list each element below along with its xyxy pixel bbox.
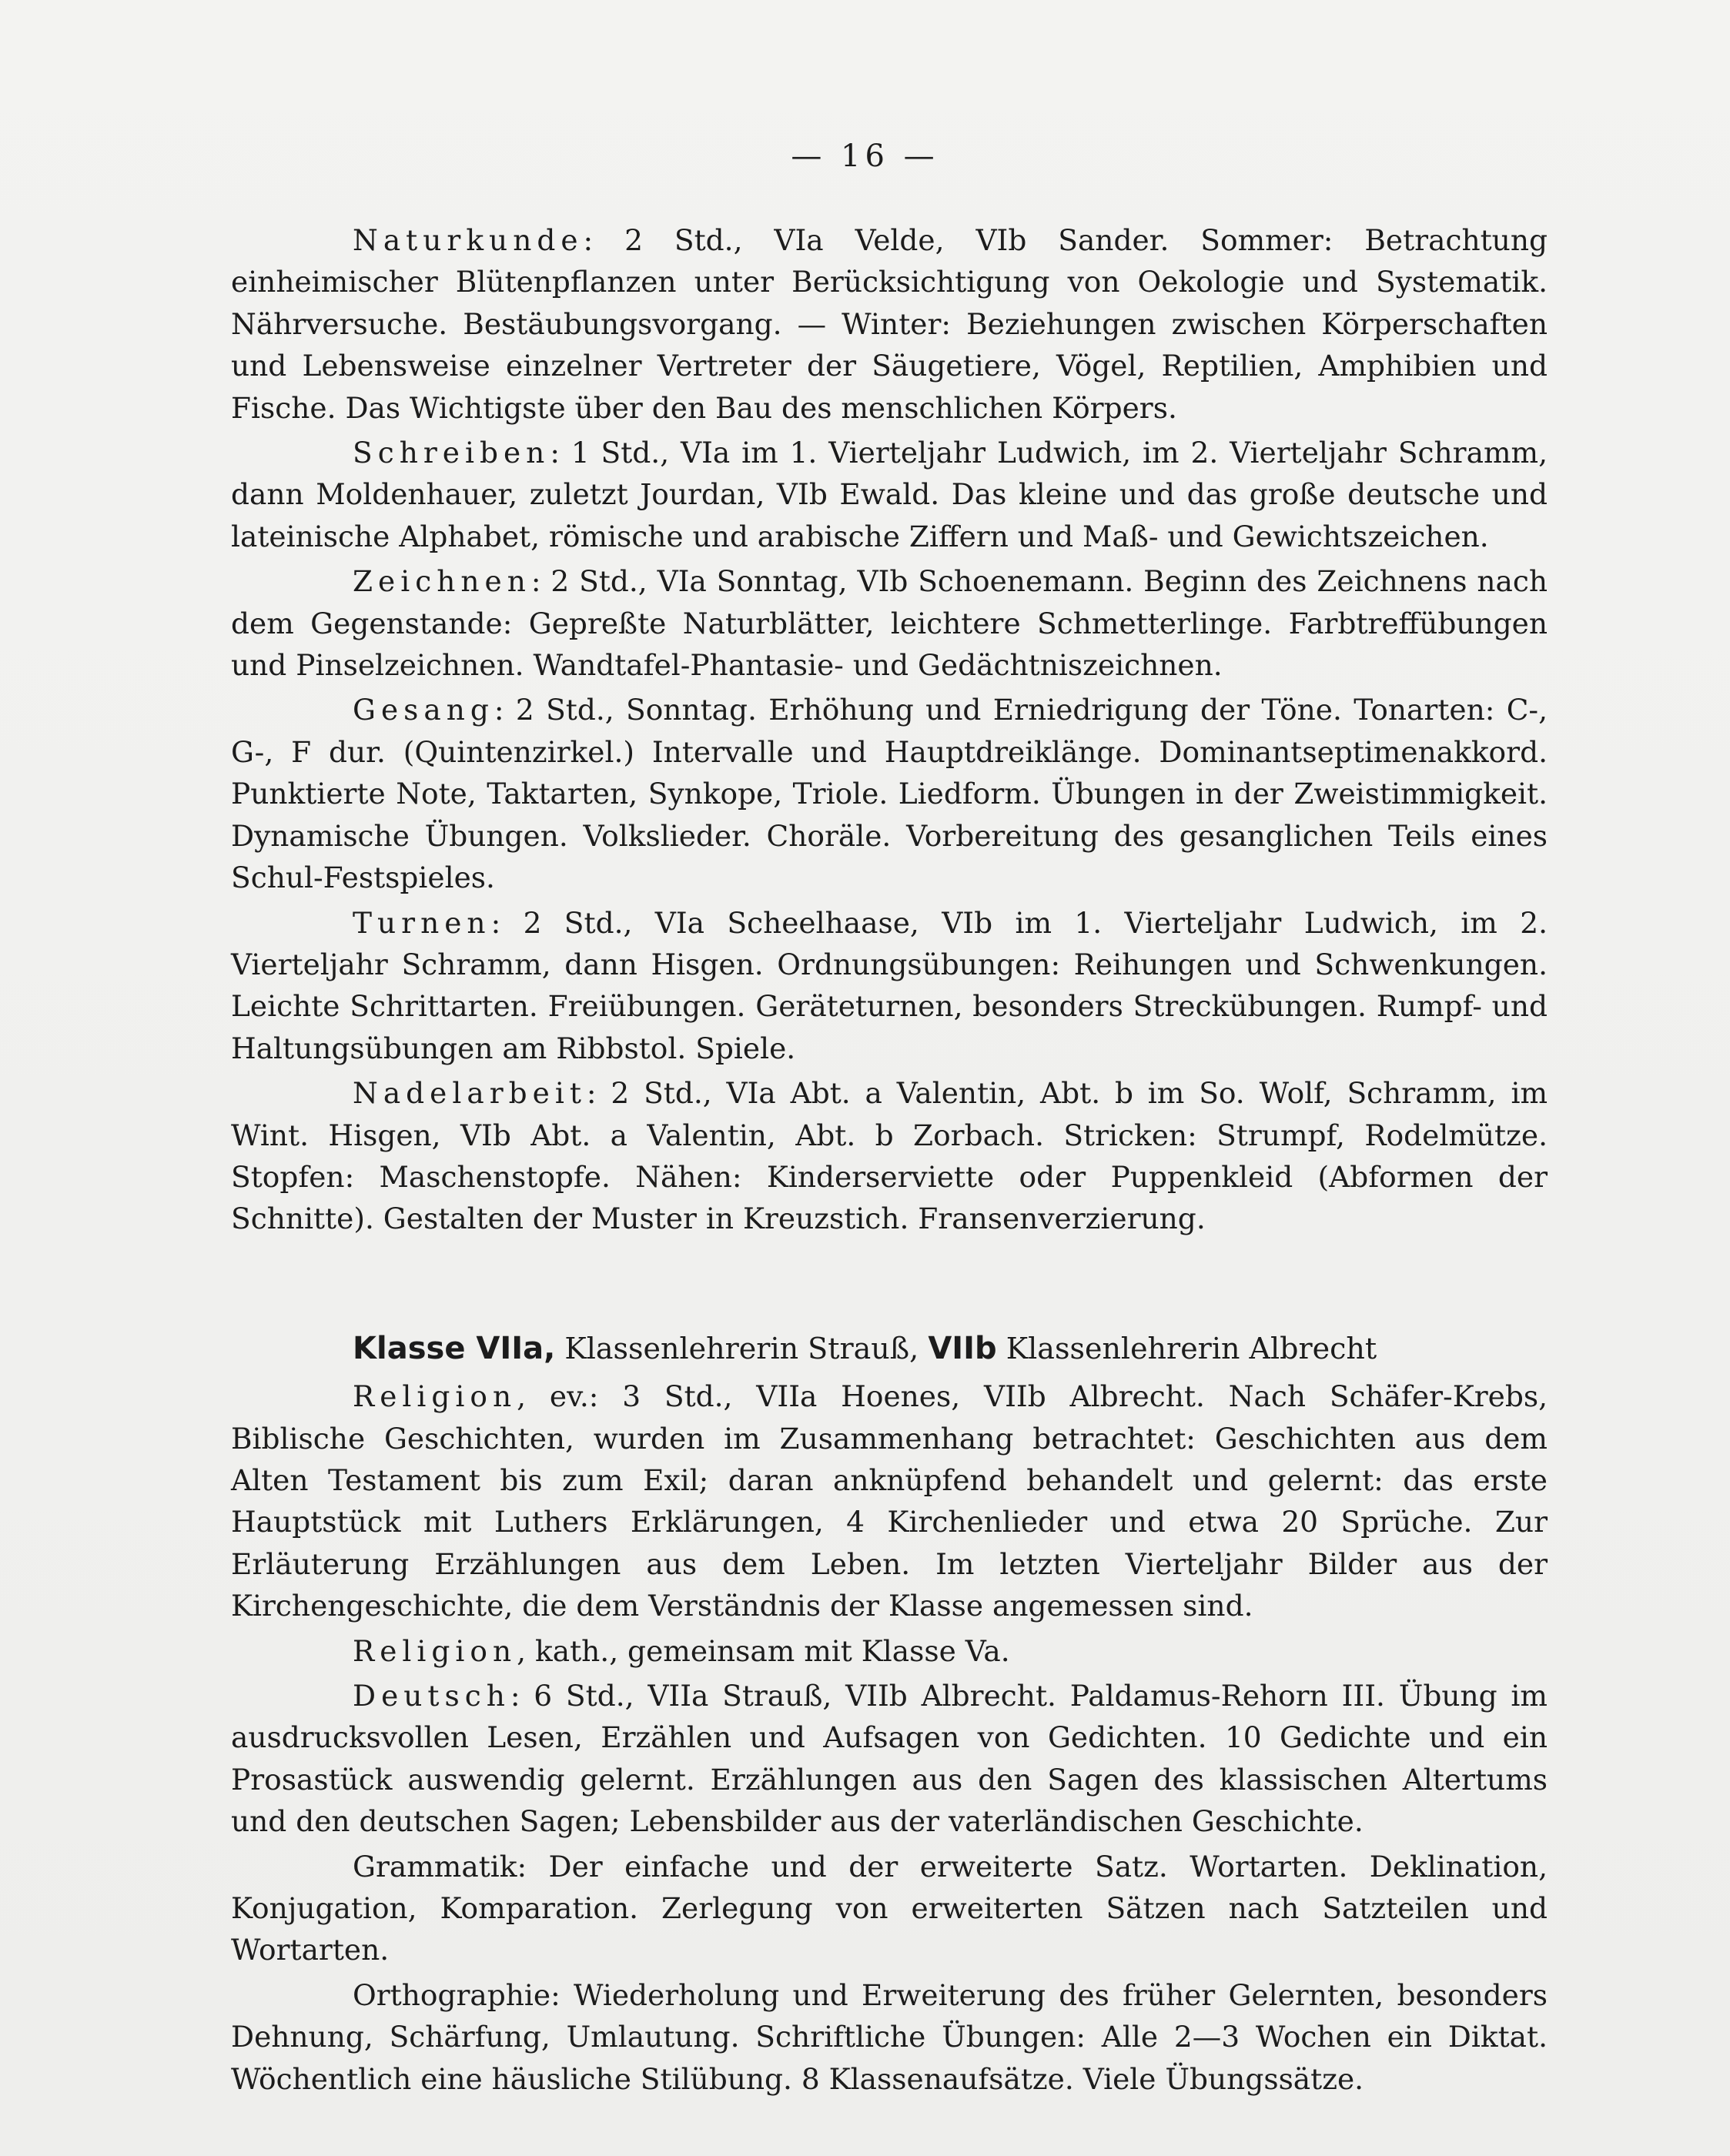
paragraph-body: : 6 Std., VIIa Strauß, VIIb Albrecht. Paldamus-Rehorn III. Übung im ausdrucksvollen Lesen, Erzählen und Aufsagen von Gedichten. 10 Gedichte und ein Prosastück auswendig gelernt. Erzählungen aus den Sagen des klassischen Altertums und den deutschen Sagen; Lebensbilder aus der vaterländischen Geschichte. [231, 1679, 1548, 1839]
subject-label: Religion [353, 1633, 517, 1668]
class-heading [231, 1328, 1548, 1369]
paragraph-body: : 2 Std., VIa Sonntag, VIb Schoenemann. Beginn des Zeichnens nach dem Gegenstande: Gepreßte Naturblätter, leichtere Schmetterlinge. Farbtreffübungen und Pinselzeichnen. Wandtafel-Phantasie- und Gedächtniszeichnen. [231, 564, 1548, 683]
class-label-b: VIIb [928, 1330, 997, 1366]
paragraph-body: Grammatik: Der einfache und der erweiterte Satz. Wortarten. Deklination, Konjugation, Komparation. Zerlegung von erweiterten Sätzen nach Satzteilen und Wortarten. [231, 1849, 1548, 1967]
subject-label: Schreiben [353, 436, 550, 470]
body-text [231, 219, 1548, 2103]
paragraph-body: : 2 Std., VIa Scheelhaase, VIb im 1. Vierteljahr Ludwich, im 2. Vierteljahr Schramm, dann Hisgen. Ordnungsübungen: Reihungen und Schwenkungen. Leichte Schrittarten. Freiübungen. Geräteturnen, besonders Streckübungen. Rumpf- und Haltungsübungen am Ribbstol. Spiele. [231, 905, 1548, 1065]
subject-label: Naturkunde [353, 223, 584, 257]
paragraph-body: , kath., gemeinsam mit Klasse Va. [517, 1633, 1010, 1668]
subject-label: Deutsch [353, 1679, 510, 1713]
class-label-a: Klasse VIIa, [353, 1330, 556, 1366]
paragraph-body: , ev.: 3 Std., VIIa Hoenes, VIIb Albrecht. Nach Schäfer-Krebs, Biblische Geschichten, wurden im Zusammenhang betrachtet: Geschichten aus dem Alten Testament bis zum Exil; daran anknüpfend behandelt und gelernt: das erste Hauptstück mit Luthers Erklärungen, 4 Kirchenlieder und etwa 20 Sprüche. Zur Erläuterung Erzählungen aus dem Leben. Im letzten Vierteljahr Bilder aus der Kirchengeschichte, die dem Verständnis der Klasse angemessen sind. [231, 1379, 1548, 1623]
subject-label: Turnen [353, 905, 491, 940]
teacher-b: Klassenlehrerin Albrecht [996, 1331, 1377, 1365]
subject-label: Gesang [353, 693, 494, 727]
paragraph-deutsch [231, 1675, 1548, 1843]
paragraph-religion-ev [231, 1375, 1548, 1626]
subject-label: Religion [353, 1379, 517, 1414]
paragraph-zeichnen [231, 560, 1548, 686]
page-number: — 16 — [791, 139, 939, 174]
paragraph-orthographie [231, 1974, 1548, 2100]
paragraph-turnen [231, 902, 1548, 1070]
paragraph-body: : 2 Std., Sonntag. Erhöhung und Erniedrigung der Töne. Tonarten: C-, G-, F dur. (Quintenzirkel.) Intervalle und Hauptdreiklänge. Dominantseptimenakkord. Punktierte Note, Taktarten, Synkope, Triole. Liedform. Übungen in der Zweistimmigkeit. Dynamische Übungen. Volkslieder. Choräle. Vorbereitung des gesanglichen Teils eines Schul-Festspieles. [231, 693, 1548, 895]
paragraph-gesang [231, 689, 1548, 898]
paragraph-body: : 1 Std., VIa im 1. Vierteljahr Ludwich, im 2. Vierteljahr Schramm, dann Moldenhauer, zuletzt Jourdan, VIb Ewald. Das kleine und das große deutsche und lateinische Alphabet, römische und arabische Ziffern und Maß- und Gewichtszeichen. [231, 436, 1548, 553]
paragraph-body: Orthographie: Wiederholung und Erweiterung des früher Gelernten, besonders Dehnung, Schärfung, Umlautung. Schriftliche Übungen: Alle 2—3 Wochen ein Diktat. Wöchentlich eine häusliche Stilübung. 8 Klassenaufsätze. Viele Übungssätze. [231, 1977, 1548, 2096]
paragraph-nadelarbeit [231, 1072, 1548, 1240]
paragraph-schreiben [231, 432, 1548, 557]
paragraph-religion-kath [231, 1630, 1548, 1672]
section-spacer [231, 1243, 1548, 1328]
subject-label: Zeichnen [353, 564, 531, 599]
paragraph-naturkunde [231, 219, 1548, 429]
paragraph-grammatik [231, 1846, 1548, 1971]
teacher-a: Klassenlehrerin Strauß, [555, 1331, 929, 1365]
paragraph-body: : 2 Std., VIa Velde, VIb Sander. Sommer: Betrachtung einheimischer Blütenpflanzen unter Berücksichtigung von Oekologie und Systematik. Nährversuche. Bestäubungsvorgang. — Winter: Beziehungen zwischen Körperschaften und Lebensweise einzelner Vertreter der Säugetiere, Vögel, Reptilien, Amphibien und Fische. Das Wichtigste über den Bau des menschlichen Körpers. [231, 223, 1548, 425]
paragraph-body: : 2 Std., VIa Abt. a Valentin, Abt. b im So. Wolf, Schramm, im Wint. Hisgen, VIb Abt. a Valentin, Abt. b Zorbach. Stricken: Strumpf, Rodelmütze. Stopfen: Maschenstopfe. Nähen: Kinderserviette oder Puppenkleid (Abformen der Schnitte). Gestalten der Muster in Kreuzstich. Fransenverzierung. [231, 1076, 1548, 1236]
subject-label: Nadelarbeit [353, 1076, 587, 1111]
